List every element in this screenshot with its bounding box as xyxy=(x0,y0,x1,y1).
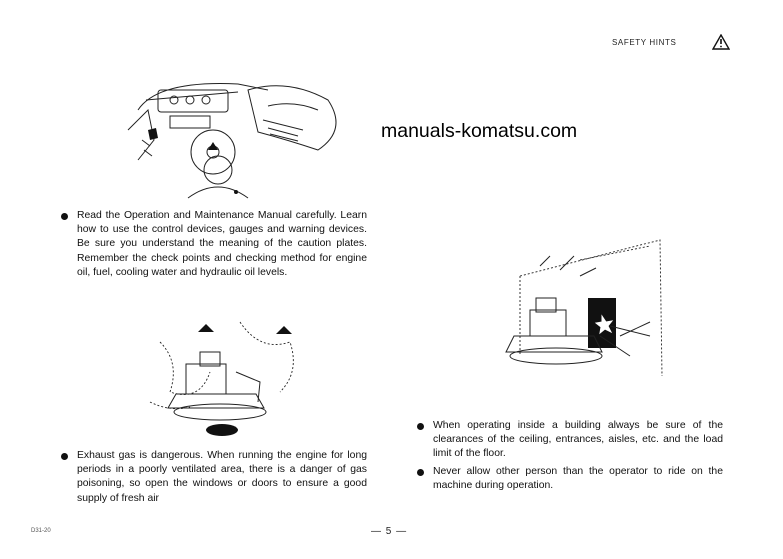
read-manual-item xyxy=(61,209,367,280)
no-riders-item xyxy=(417,465,723,493)
exhaust-gas-item xyxy=(61,449,367,506)
footer-code: D31-20 xyxy=(31,528,51,534)
exhaust-gas-text: Exhaust gas is dangerous. When running the engine for long periods in a poorly ventilated area, there is a danger of gas poisoning, so open the windows or doors to ensure a good supply of fresh air xyxy=(77,450,367,504)
page-number: — 5 — xyxy=(371,526,408,537)
bullet-icon xyxy=(417,423,424,430)
building-clearance-text: When operating inside a building always be sure of the clearances of the ceiling, entrances, aisles, etc. and the load limit of the floor. xyxy=(433,420,723,460)
warning-triangle-icon xyxy=(712,34,730,50)
watermark-text: manuals-komatsu.com xyxy=(381,120,578,142)
operator-reading-manual-illustration xyxy=(118,70,368,200)
bullet-icon xyxy=(417,469,424,476)
bulldozer-in-building-illustration xyxy=(480,236,670,386)
bulldozer-exhaust-illustration xyxy=(140,312,315,442)
bullet-icon xyxy=(61,453,68,460)
no-riders-text: Never allow other person than the operator to ride on the machine during operation. xyxy=(433,466,723,492)
section-title: SAFETY HINTS xyxy=(612,38,677,47)
building-clearance-item xyxy=(417,419,723,462)
bullet-icon xyxy=(61,213,68,220)
read-manual-text: Read the Operation and Maintenance Manual carefully. Learn how to use the control devices, gauges and warning devices. Be sure you understand the meaning of the caution plates. Remember the check points and checking method for engine oil, fuel, cooling water and hydraulic oil levels. xyxy=(77,210,367,278)
